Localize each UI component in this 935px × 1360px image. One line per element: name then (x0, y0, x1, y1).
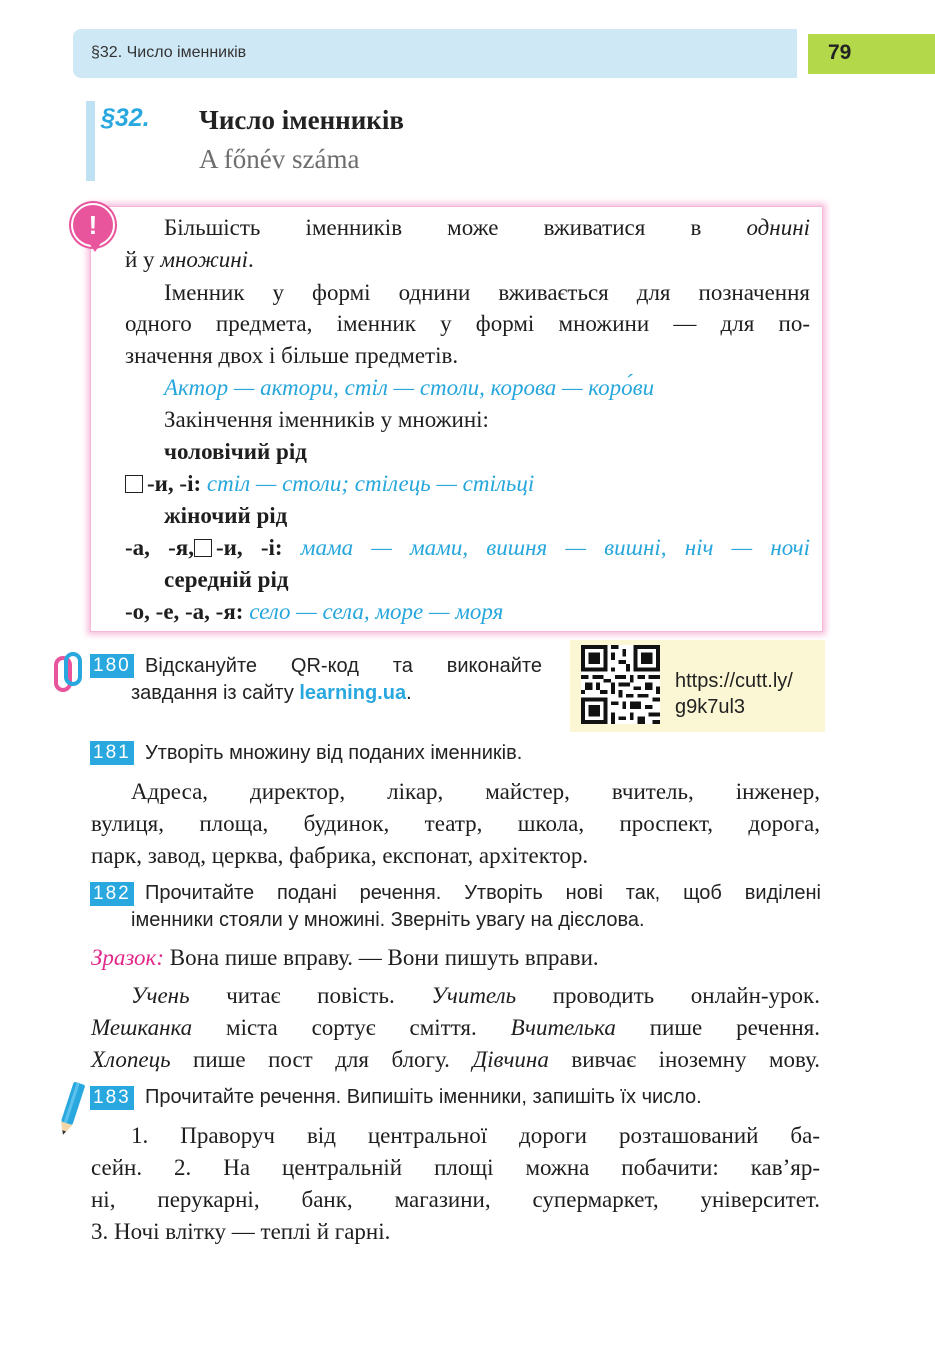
rule-example: Актор — актори, стіл — столи, корова — коро́ви (164, 375, 655, 400)
feminine-label: жіночий рід (164, 503, 288, 528)
sentence-text: пише речення. (649, 1015, 820, 1040)
highlighted-noun: Хлопець (91, 1047, 171, 1072)
neuter-endings-row (125, 597, 503, 627)
section-accent-bar (86, 101, 95, 181)
sentence-text: читає повість. (226, 983, 395, 1008)
exercise-183-line-2: сейн. 2. На центральній площі можна побачити: кав’яр- (91, 1155, 820, 1180)
exercise-183-instruction: Прочитайте речення. Випишіть іменники, запишіть їх число. (145, 1086, 702, 1108)
qr-url-line-2: g9k7ul3 (675, 696, 746, 718)
sentence-text: міста сортує сміття. (226, 1015, 477, 1040)
highlighted-noun: Вчителька (510, 1015, 616, 1040)
exercise-number-180: 180 (90, 654, 134, 678)
highlighted-noun: Дівчина (472, 1047, 549, 1072)
neuter-example: село — села, море — моря (249, 599, 504, 624)
highlighted-noun: Учитель (431, 983, 517, 1008)
sentence-text: вивчає іноземну мову. (571, 1047, 821, 1072)
feminine-endings: -и, -і: (215, 535, 283, 560)
exercise-183-line-1: 1. Праворуч від центральної дороги розташований ба- (131, 1123, 820, 1148)
neuter-endings: -о, -е, -а, -я: (125, 599, 244, 624)
rule-paragraph-1-line-1 (164, 213, 810, 243)
feminine-example: мама — мами, вишня — вишні, ніч — ночі (300, 535, 811, 560)
highlighted-noun: Учень (131, 983, 190, 1008)
highlighted-noun: Мешканка (91, 1015, 193, 1040)
sample-text: Вона пише вправу. — Вони пишуть вправи. (169, 945, 599, 970)
masculine-example: стіл — столи; стілець — стільці (206, 471, 535, 496)
rule-paragraph-1-line-2 (125, 245, 254, 275)
stem-box-icon (194, 539, 212, 557)
exercise-181-line-1: Адреса, директор, лікар, майстер, вчитель, інженер, (131, 779, 820, 804)
masculine-label: чоловічий рід (164, 439, 307, 464)
exclamation-icon: ! (71, 203, 115, 247)
link-clip-icon (50, 652, 90, 694)
rule-text: Більшість іменників може вживатися в (164, 215, 702, 240)
rule-text: й у (125, 247, 155, 272)
exercise-number-182: 182 (90, 882, 134, 906)
exercise-180-line-2 (131, 680, 412, 707)
sentence-text: пише пост для блогу. (193, 1047, 450, 1072)
stem-box-icon (125, 475, 143, 493)
qr-url[interactable] (675, 668, 793, 720)
sentence-text: проводить онлайн-урок. (552, 983, 820, 1008)
pencil-icon (54, 1080, 88, 1140)
rule-paragraph-2-line-3: значення двох і більше предметів. (125, 343, 459, 368)
exercise-181-instruction: Утворіть множину від поданих іменників. (145, 742, 523, 764)
neuter-label: середній рід (164, 567, 289, 592)
qr-url-line-1: https://cutt.ly/ (675, 670, 793, 692)
exercise-182-instruction-line-2: іменники стояли у множині. Зверніть увагу на дієслова. (131, 909, 645, 931)
rule-text: . (248, 247, 254, 272)
exercise-180-text: завдання із сайту (131, 682, 294, 704)
qr-code-icon[interactable] (581, 645, 660, 724)
exercise-182-instruction-line-1: Прочитайте подані речення. Утворіть нові так, щоб виділені (145, 882, 821, 904)
section-number: §32. (101, 104, 150, 132)
rule-paragraph-2-line-1: Іменник у формі однини вживається для позначення (164, 280, 810, 305)
page-number: 79 (828, 41, 852, 64)
sample-label: Зразок: (91, 945, 164, 970)
exercise-180-line-1: Відскануйте QR-код та виконайте (145, 655, 542, 677)
exercise-183-line-3: ні, перукарні, банк, магазини, супермаркет, університет. (91, 1187, 820, 1212)
running-header-title: §32. Число іменників (91, 44, 247, 61)
feminine-endings-row (125, 533, 810, 563)
rule-endings-intro: Закінчення іменників у множині: (164, 407, 489, 432)
masculine-endings-row (125, 469, 534, 499)
rule-paragraph-2-line-2: одного предмета, іменник у формі множини — для по- (125, 311, 810, 336)
exercise-181-line-3: парк, завод, церква, фабрика, експонат, архітектор. (91, 843, 589, 868)
exercise-number-183: 183 (90, 1086, 134, 1110)
exercise-181-line-2: вулиця, площа, будинок, театр, школа, проспект, дорога, (91, 811, 820, 836)
section-title: Число іменників (199, 105, 404, 135)
exercise-183-line-4: 3. Ночі влітку — теплі й гарні. (91, 1219, 391, 1244)
section-subtitle: A főnév száma (199, 144, 360, 174)
exercise-182-line-2 (91, 1013, 820, 1043)
feminine-endings: -а, -я, (125, 535, 194, 560)
rule-emphasis: множині (160, 247, 249, 272)
rule-emphasis: однині (746, 215, 810, 240)
exercise-182-line-3 (91, 1045, 820, 1075)
masculine-endings: -и, -і: (147, 471, 202, 496)
exercise-182-line-1 (131, 981, 820, 1011)
learning-ua-link[interactable]: learning.ua (299, 682, 407, 704)
exercise-182-sample (91, 943, 599, 973)
exercise-180-text: . (406, 682, 412, 704)
exercise-number-181: 181 (90, 741, 134, 765)
page-number-tab (808, 34, 935, 74)
